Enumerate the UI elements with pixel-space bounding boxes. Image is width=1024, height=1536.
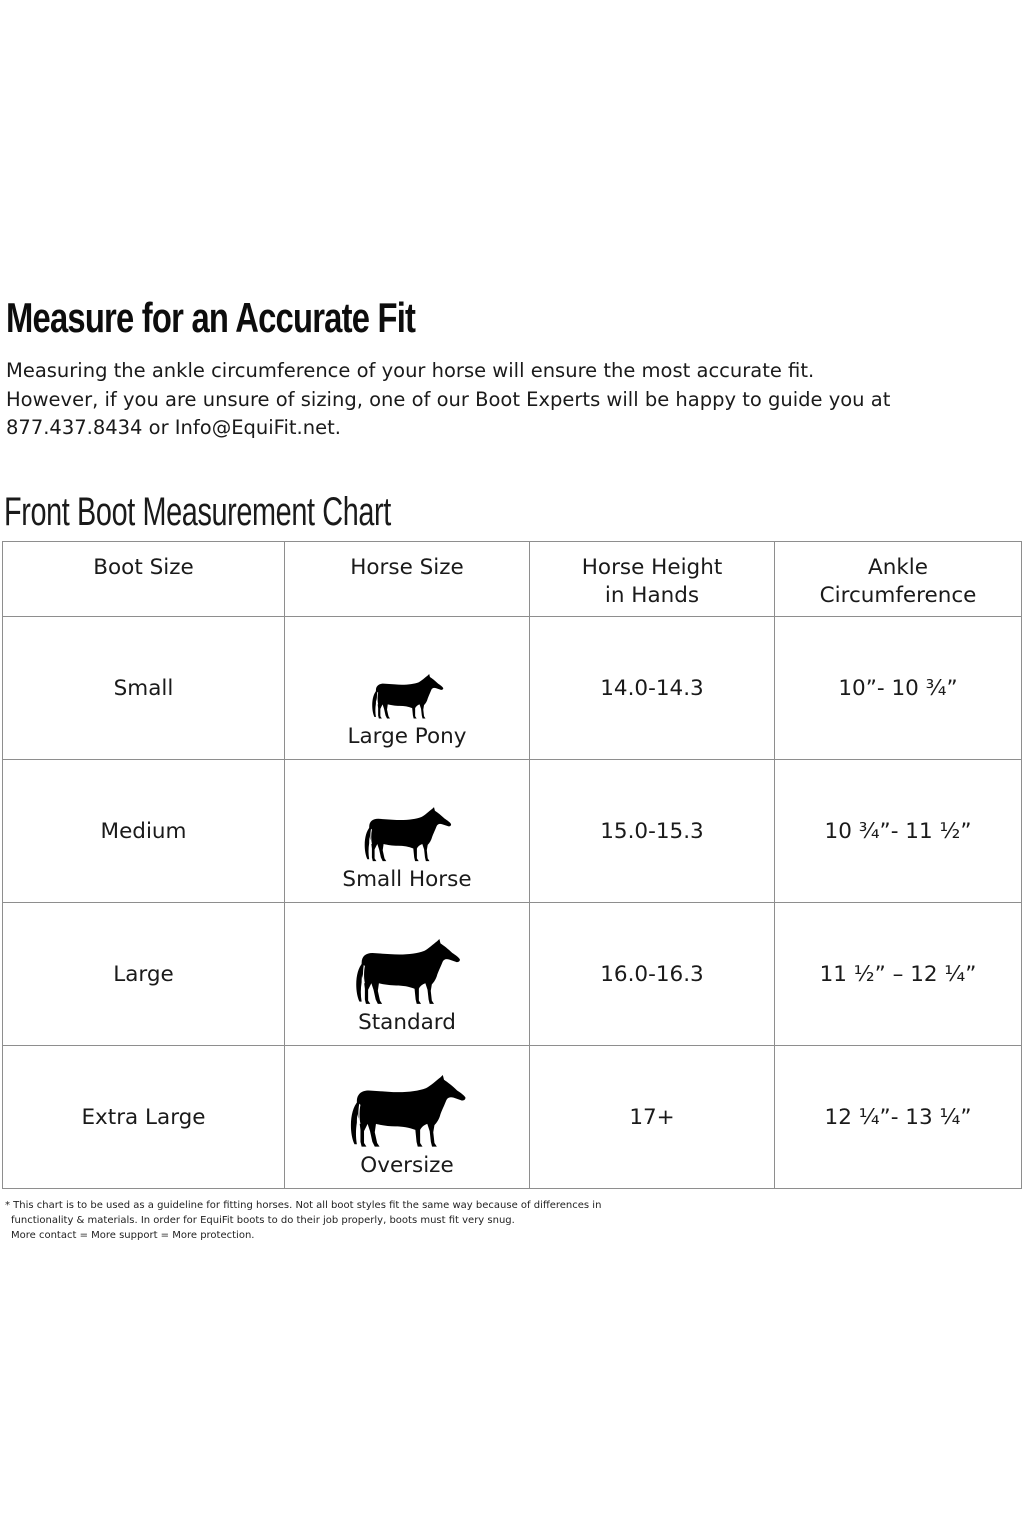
horse-size-cell bbox=[285, 760, 530, 903]
table-header-row bbox=[3, 542, 1022, 617]
table-row bbox=[3, 1046, 1022, 1189]
ankle-circumference-cell: 12 ¼”- 13 ¼” bbox=[775, 1046, 1022, 1189]
footnote-line-2: functionality & materials. In order for EquiFit boots to do their job properly, boots must fit very snug. bbox=[11, 1215, 515, 1226]
horse-size-label: Standard bbox=[358, 1010, 456, 1035]
table-row bbox=[3, 617, 1022, 760]
ankle-circumference-cell: 11 ½” – 12 ¼” bbox=[775, 903, 1022, 1046]
horse-size-cell bbox=[285, 1046, 530, 1189]
horse-size-cell bbox=[285, 617, 530, 760]
ankle-circumference-cell: 10”- 10 ¾” bbox=[775, 617, 1022, 760]
horse-silhouette-icon bbox=[370, 674, 444, 720]
horse-height-cell: 16.0-16.3 bbox=[530, 903, 775, 1046]
horse-silhouette-icon bbox=[347, 1075, 467, 1149]
table-row bbox=[3, 903, 1022, 1046]
footnote bbox=[5, 1198, 685, 1243]
horse-size-label: Small Horse bbox=[342, 867, 472, 892]
horse-size-label: Oversize bbox=[360, 1153, 454, 1178]
boot-size-cell: Medium bbox=[3, 760, 285, 903]
header-ankle-line1: Ankle bbox=[868, 555, 928, 580]
horse-height-cell: 15.0-15.3 bbox=[530, 760, 775, 903]
footnote-line-1: * This chart is to be used as a guideline for fitting horses. Not all boot styles fit the same way because of differences in bbox=[5, 1200, 602, 1211]
ankle-circumference-cell: 10 ¾”- 11 ½” bbox=[775, 760, 1022, 903]
intro-line-3: 877.437.8434 or Info@EquiFit.net. bbox=[6, 416, 341, 439]
header-ankle-circumference bbox=[775, 542, 1022, 617]
header-horse-height-line1: Horse Height bbox=[581, 555, 723, 580]
header-ankle-line2: Circumference bbox=[819, 583, 977, 608]
horse-silhouette-icon bbox=[353, 939, 461, 1006]
intro-line-2: However, if you are unsure of sizing, one of our Boot Experts will be happy to guide you at bbox=[6, 387, 891, 411]
boot-size-cell: Extra Large bbox=[3, 1046, 285, 1189]
horse-height-cell: 17+ bbox=[530, 1046, 775, 1189]
header-horse-height-line2: in Hands bbox=[604, 583, 700, 608]
footnote-line-3: More contact = More support = More protection. bbox=[11, 1230, 255, 1241]
horse-size-cell bbox=[285, 903, 530, 1046]
chart-title: Front Boot Measurement Chart bbox=[4, 490, 391, 534]
header-horse-size: Horse Size bbox=[285, 542, 530, 617]
page-title: Measure for an Accurate Fit bbox=[6, 294, 416, 341]
table-row bbox=[3, 760, 1022, 903]
horse-height-cell: 14.0-14.3 bbox=[530, 617, 775, 760]
horse-size-label: Large Pony bbox=[347, 724, 467, 749]
intro-paragraph bbox=[6, 357, 1024, 443]
header-boot-size: Boot Size bbox=[3, 542, 285, 617]
header-horse-height bbox=[530, 542, 775, 617]
measurement-table bbox=[2, 541, 1022, 1189]
horse-silhouette-icon bbox=[362, 807, 452, 863]
boot-size-cell: Large bbox=[3, 903, 285, 1046]
intro-line-1: Measuring the ankle circumference of your horse will ensure the most accurate fit. bbox=[6, 359, 815, 382]
boot-size-cell: Small bbox=[3, 617, 285, 760]
